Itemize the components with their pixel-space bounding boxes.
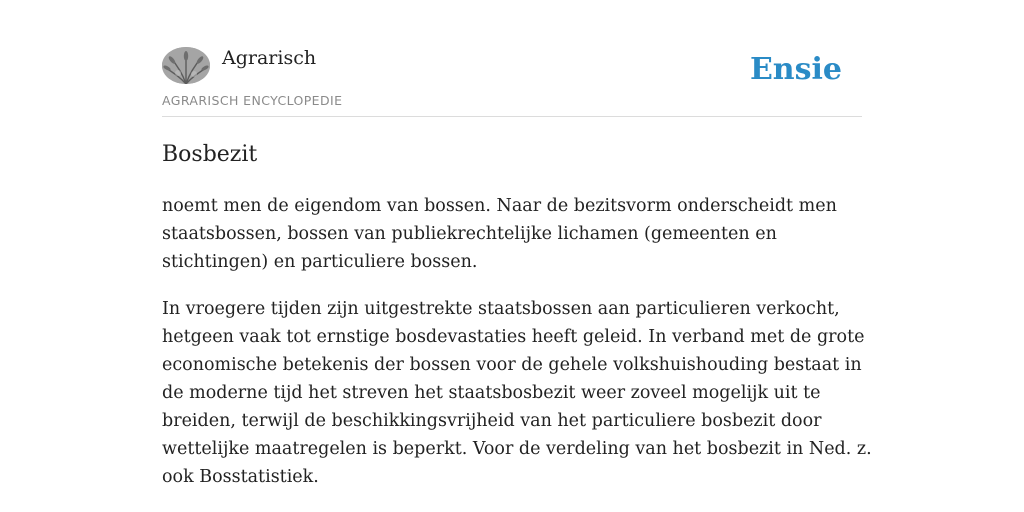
article-paragraph: noemt men de eigendom van bossen. Naar de bezitsvorm onderscheidt men staatsbossen, bossen van publiekrechtelijke lichamen (gemeenten en stichtingen) en particuliere bossen. <box>162 196 837 272</box>
wheat-icon[interactable] <box>162 47 210 84</box>
brand-logo[interactable]: Ensie <box>749 52 842 87</box>
article-paragraph: In vroegere tijden zijn uitgestrekte staatsbossen aan particulieren verkocht, hetgeen vaak tot ernstige bosdevastaties heeft geleid. In verband met de grote economische betekenis der bossen voor de gehele volkshuishouding bestaat in de moderne tijd het streven het staatsbosbezit weer zoveel mogelijk uit te breiden, terwijl de beschikkingsvrijheid van het particuliere bosbezit door wettelijke maatregelen is beperkt. Voor de verdeling van het bosbezit in Ned. z. ook Bosstatistiek. <box>162 299 872 487</box>
article-body <box>162 192 872 510</box>
source-subtitle[interactable]: AGRARISCH ENCYCLOPEDIE <box>162 93 343 108</box>
source-name[interactable]: Agrarisch <box>222 47 317 69</box>
header <box>162 40 862 117</box>
page-title: Bosbezit <box>162 142 258 167</box>
